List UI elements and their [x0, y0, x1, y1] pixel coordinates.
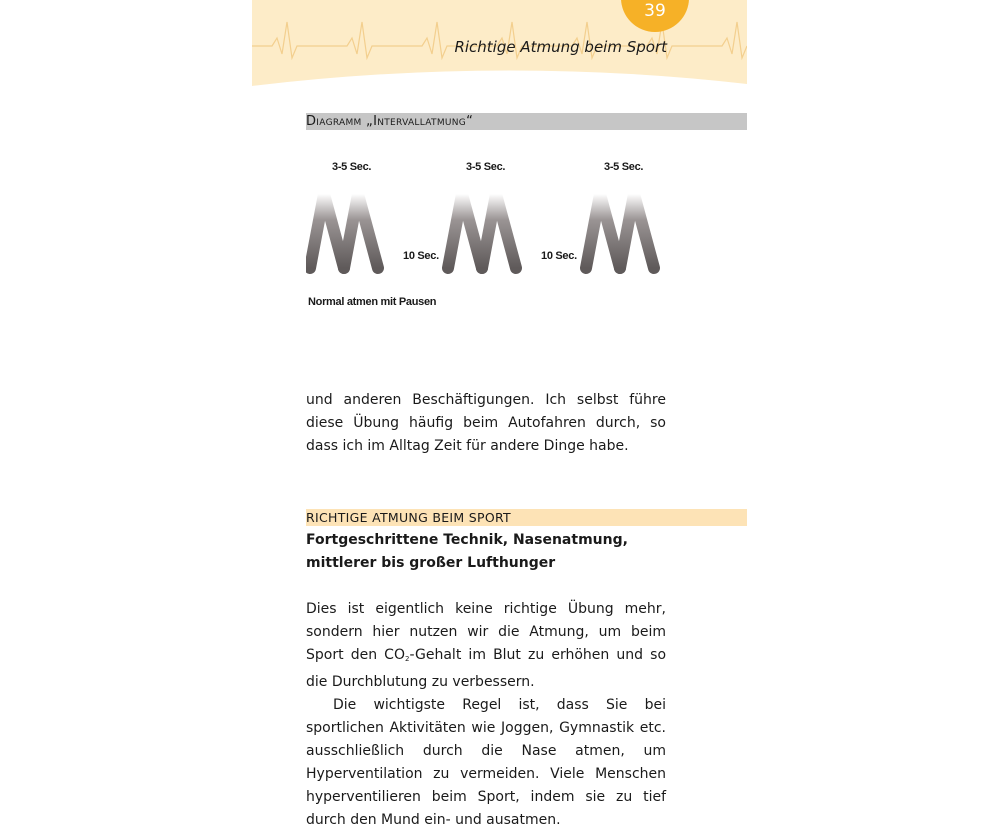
- breath-wave-2: [448, 194, 516, 268]
- intervallatmung-diagram: [306, 150, 666, 315]
- breath-label-2: 3-5 Sec.: [466, 161, 506, 173]
- pause-label-2: 10 Sec.: [541, 250, 577, 262]
- diagram-title: Diagramm „Intervallatmung“: [306, 113, 747, 130]
- paragraph-2b: -Gehalt im Blut zu erhöhen und so die Durchblutung zu verbessern.: [306, 647, 667, 690]
- breath-label-1: 3-5 Sec.: [332, 161, 372, 173]
- breath-label-3: 3-5 Sec.: [604, 161, 644, 173]
- paragraph-1: und anderen Beschäftigungen. Ich selbst führe diese Übung häufig beim Autofahren durch, so dass ich im Alltag Zeit für andere Dinge habe.: [306, 392, 666, 454]
- paragraph-continued: [306, 389, 666, 458]
- body-text: [306, 598, 666, 832]
- running-head: Richtige Atmung beim Sport: [454, 38, 667, 56]
- breath-wave-1: [310, 194, 378, 268]
- book-page: [252, 0, 747, 828]
- section-title: RICHTIGE ATMUNG BEIM SPORT: [306, 509, 747, 526]
- paragraph-2: [306, 598, 666, 694]
- pause-label-1: 10 Sec.: [403, 250, 439, 262]
- breath-wave-3: [586, 194, 654, 268]
- paragraph-2a: Dies ist eigentlich keine richtige Übung mehr, sondern hier nutzen wir die Atmung, um beim Sport den CO: [306, 601, 666, 663]
- exercise-subheading: Fortgeschrittene Technik, Nasenatmung, mittlerer bis großer Lufthunger: [306, 532, 628, 571]
- paragraph-3: Die wichtigste Regel ist, dass Sie bei sportlichen Aktivitäten wie Joggen, Gymnastik etc. ausschließlich durch die Nase atmen, um Hyperventilation zu vermeiden. Viele Menschen hyperventilieren beim Sport, indem sie zu tief durch den Mund ein- und ausatmen.: [306, 697, 666, 828]
- page-number: 39: [644, 1, 666, 21]
- diagram-caption: Normal atmen mit Pausen: [308, 296, 437, 308]
- co2-subscript: 2: [404, 655, 410, 663]
